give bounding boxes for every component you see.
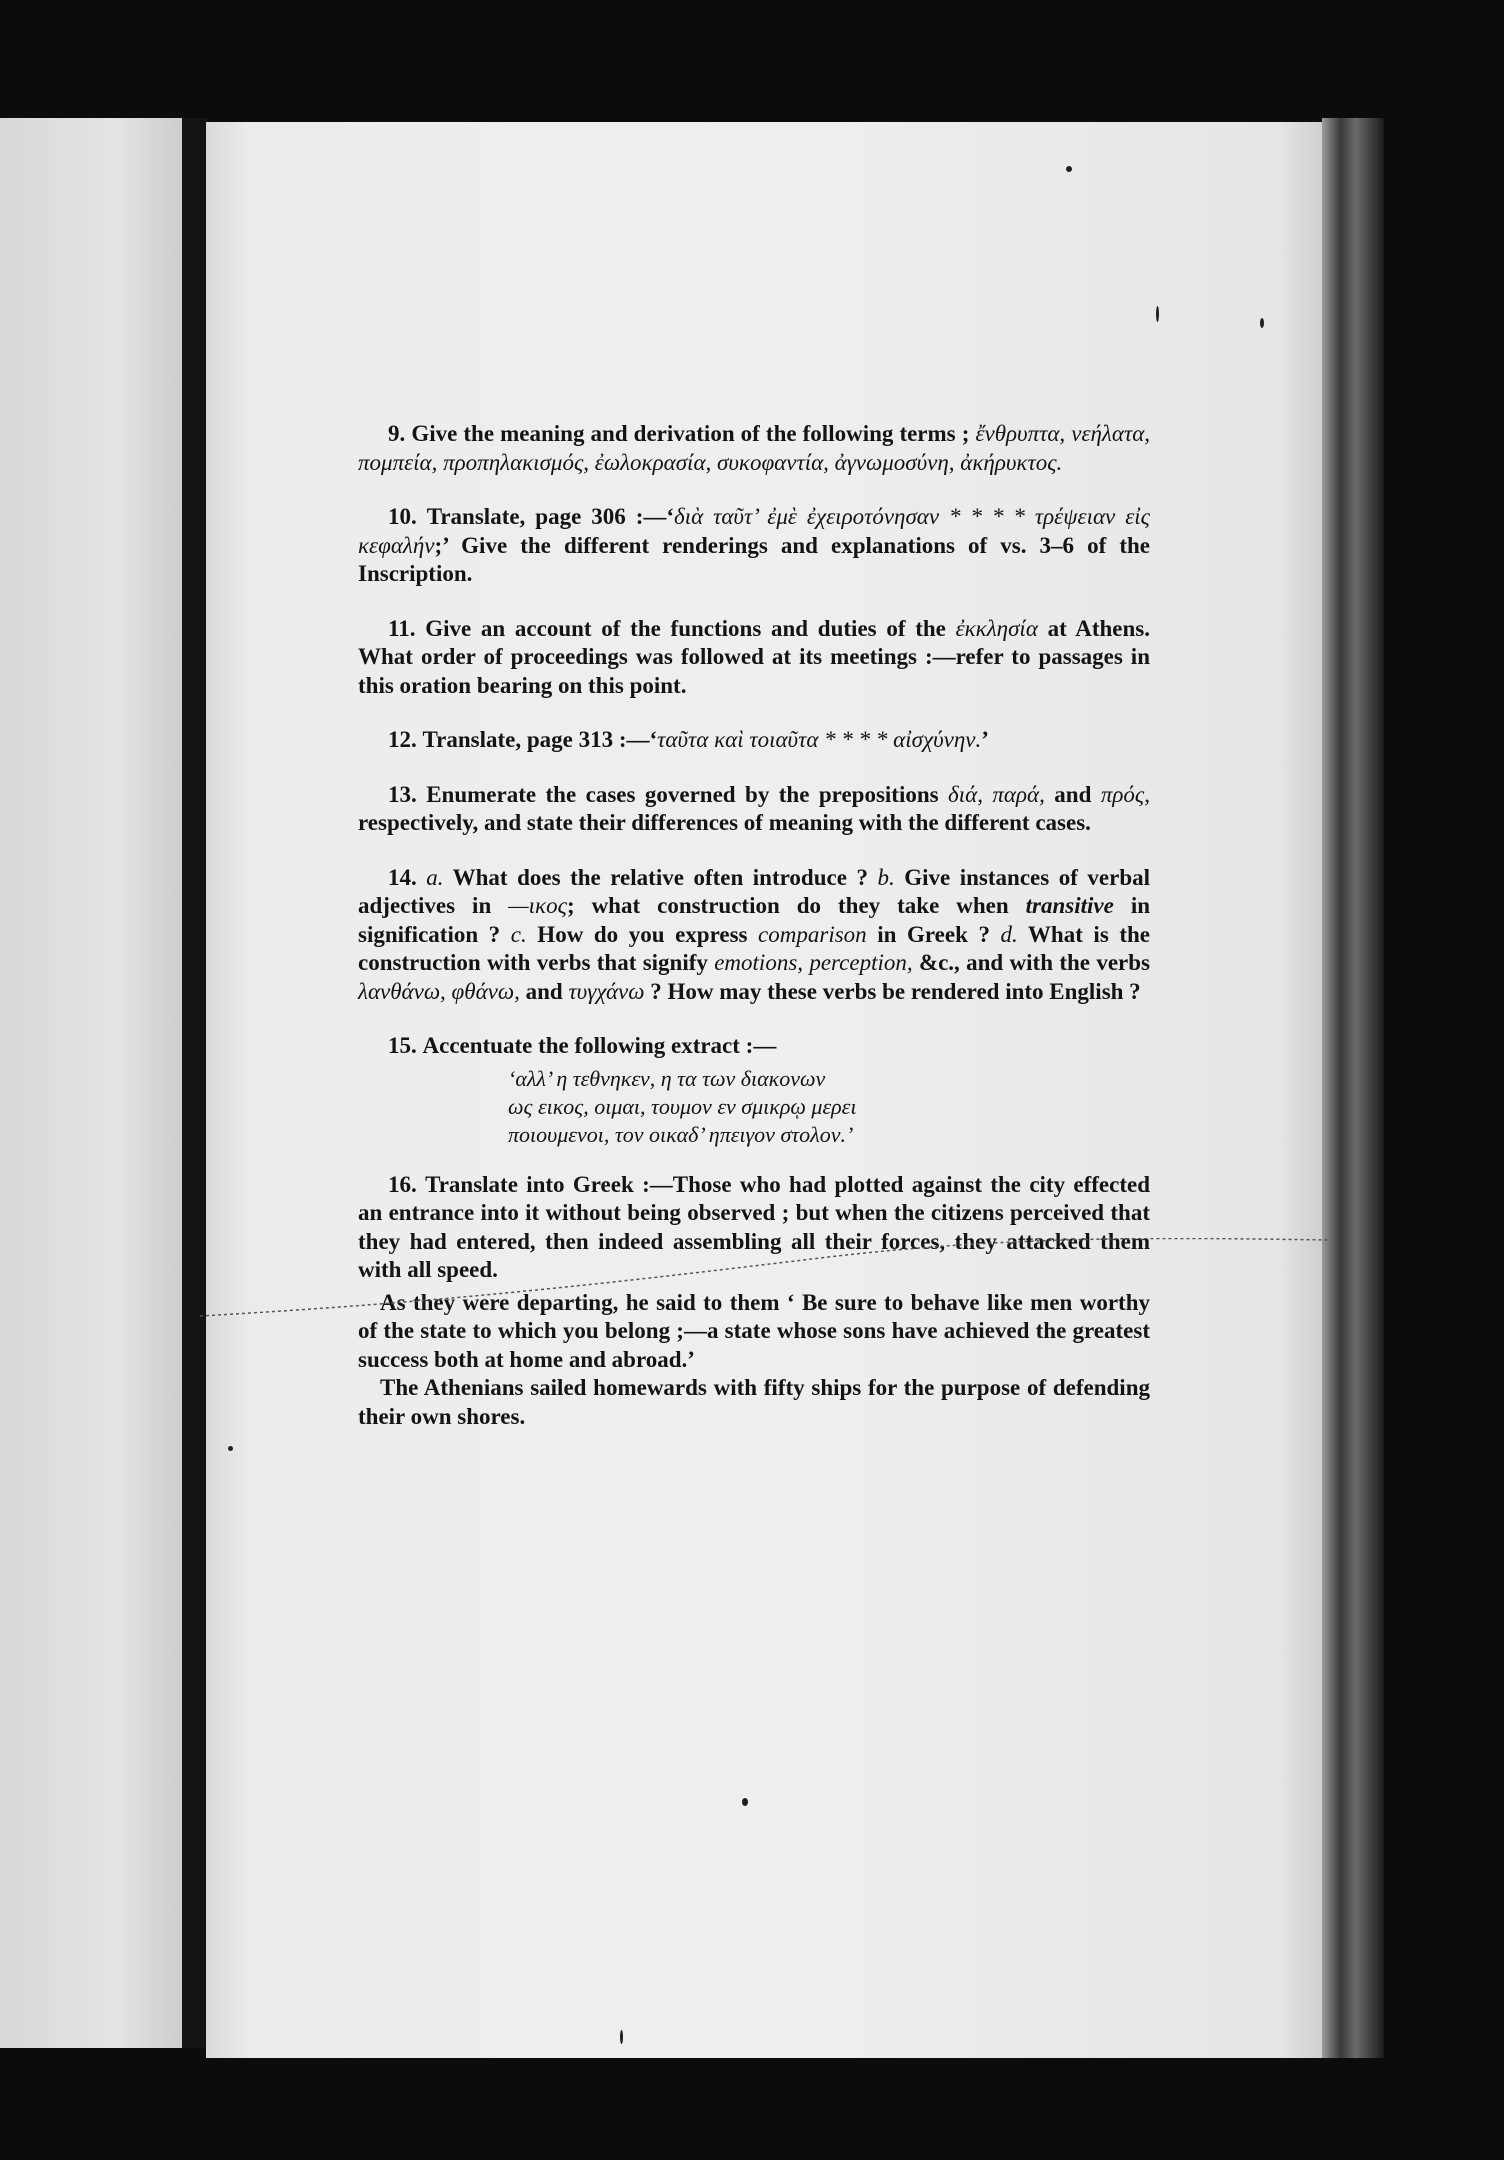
left-page-edge: [0, 118, 192, 2048]
page-speck: [620, 2030, 623, 2044]
question-16-paragraph-2: As they were departing, he said to them ‘ Be sure to behave like men worthy of the state to which you belong ;—a state whose sons have achieved the greatest success both at home and abroad.’: [358, 1289, 1150, 1372]
question-9: 9. Give the meaning and derivation of the following terms ; ἔνθρυπτα, νεήλατα, πομπεία, προπηλακισμός, ἐωλοκρασία, συκοφαντία, ἀγνωμοσύνη, ἀκήρυκτος.: [358, 421, 1151, 475]
greek-extract: [508, 1065, 1150, 1149]
book-gutter: [182, 118, 208, 2048]
question-16-paragraph-3: The Athenians sailed homewards with fifty ships for the purpose of defending their own shores.: [358, 1375, 1150, 1429]
question-16: 16. Translate into Greek :—Those who had plotted against the city effected an entrance into it without being observed ; but when the citizens perceived that they had entered, then indeed assembling all their forces, they attacked them with all speed.: [358, 1171, 1150, 1282]
paper-crease-line: [200, 1238, 1330, 1318]
question-15: 15. Accentuate the following extract :—: [388, 1033, 777, 1058]
page-speck: [1066, 166, 1072, 172]
question-11: 11. Give an account of the functions and duties of the ἐκκλησία at Athens. What order of proceedings was followed at its meetings :—refer to passages in this oration bearing on this point.: [358, 615, 1150, 698]
question-10: 10. Translate, page 306 :—‘διὰ ταῦτ’ ἐμὲ ἐχειροτόνησαν * * * * τρέψειαν εἰς κεφαλήν;’ Give the different renderings and explanations of vs. 3–6 of the Inscription.: [358, 504, 1150, 586]
question-14: 14. a. What does the relative often introduce ? b. Give instances of verbal adjectives in —ικος; what construction do they take when transitive in signification ? c. How do you express comparison in Greek ? d. What is the construction with verbs that signify emotions, perception, &c., and with the verbs λανθάνω, φθάνω, and τυγχάνω ? How may these verbs be rendered into English ?: [358, 864, 1151, 1004]
extract-line-3: ποιουμενοι, τον οικαδ’ ηπειγον στολον.’: [508, 1121, 854, 1147]
page-stack-edge: [1322, 118, 1384, 2058]
page-speck: [1156, 306, 1159, 322]
page-speck: [1260, 318, 1264, 328]
question-13: 13. Enumerate the cases governed by the prepositions διά, παρά, and πρός, respectively, and state their differences of meaning with the different cases.: [358, 781, 1150, 835]
page-speck: [742, 1798, 748, 1806]
extract-line-2: ως εικος, οιμαι, τουμον εν σμικρῳ μερει: [508, 1093, 857, 1119]
extract-line-1: ‘αλλ’ η τεθνηκεν, η τα των διακονων: [508, 1065, 826, 1091]
book-page: [206, 122, 1322, 2058]
page-speck: [228, 1446, 233, 1451]
question-12: 12. Translate, page 313 :—‘ταῦτα καὶ τοιαῦτα * * * * αἰσχύνην.’: [388, 727, 989, 752]
